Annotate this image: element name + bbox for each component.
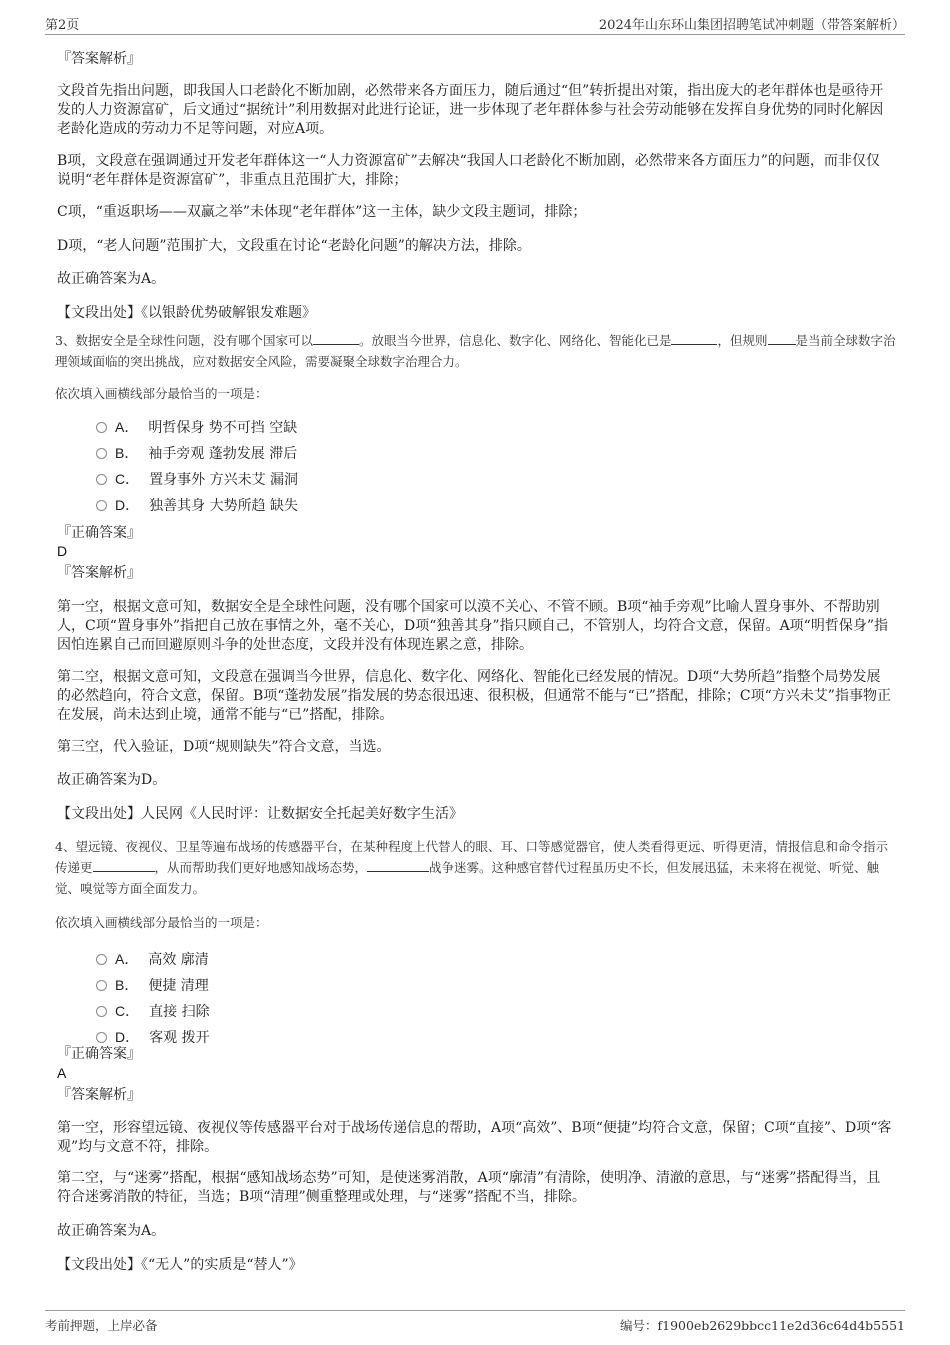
q3-stem-part4: 是当前全球数字治理领域面临的突出挑战，应对数据安全风险，需要凝聚全球数字治理合力。	[55, 333, 896, 369]
q4-option-b[interactable]	[96, 976, 209, 996]
radio-icon[interactable]	[96, 422, 107, 433]
option-letter: D．	[115, 497, 140, 513]
radio-icon[interactable]	[96, 448, 107, 459]
radio-icon[interactable]	[96, 474, 107, 485]
q4-option-a[interactable]	[96, 950, 209, 970]
q3-conclusion: 故正确答案为D。	[57, 772, 167, 788]
q3-stem	[55, 330, 897, 372]
q3-source: 【文段出处】人民网《人民时评：让数据安全托起美好数字生活》	[57, 806, 463, 822]
option-letter: C．	[115, 1003, 140, 1019]
option-letter: D．	[115, 1029, 140, 1045]
page-number: 第2页	[45, 18, 80, 33]
radio-icon[interactable]	[96, 1006, 107, 1017]
radio-icon[interactable]	[96, 954, 107, 965]
option-text: 直接 扫除	[149, 1004, 210, 1020]
q3-stem-part1: 3、数据安全是全球性问题，没有哪个国家可以	[55, 333, 313, 348]
footer-slogan: 考前押题，上岸必备	[45, 1318, 158, 1333]
q4-analysis-para2: 第二空，与“迷雾”搭配，根据“感知战场态势”可知，是使迷雾消散，A项“廓清”有清除，使明净、清澈的意思，与“迷雾”搭配得当，且符合迷雾消散的特征，当选；B项“清理”侧重整理或处理，与“迷雾”搭配不当，排除。	[57, 1170, 881, 1205]
q3-prompt: 依次填入画横线部分最恰当的一项是：	[55, 386, 268, 401]
q2-analysis-para1: 文段首先指出问题，即我国人口老龄化不断加剧，必然带来各方面压力，随后通过“但”转折提出对策，指出庞大的老年群体也是亟待开发的人力资源富矿，后文通过“据统计”利用数据对此进行论证，进一步体现了老年群体参与社会劳动能够在发挥自身优势的同时化解因老龄化造成的劳动力不足等问题，对应A项。	[57, 83, 884, 137]
q4-stem-part3: 战争迷雾。这种感官替代过程虽历史不长，但发展迅猛，未来将在视觉、听觉、触觉、嗅觉等方面全面发力。	[55, 860, 880, 896]
q3-blank-2	[671, 330, 717, 345]
option-text: 高效 廓清	[148, 952, 209, 968]
q4-stem-part2: ，从而帮助我们更好地感知战场态势，	[154, 860, 368, 875]
option-letter: B．	[115, 445, 139, 461]
option-letter: C．	[115, 471, 140, 487]
option-letter: B．	[115, 977, 139, 993]
q2-analysis-para2: B项，文段意在强调通过开发老年群体这一“人力资源富矿”去解决“我国人口老龄化不断加剧，必然带来各方面压力”的问题，而非仅仅说明“老年群体是资源富矿”，非重点且范围扩大，排除；	[57, 153, 880, 188]
q3-analysis-para1: 第一空，根据文意可知，数据安全是全球性问题，没有哪个国家可以漠不关心、不管不顾。B项“袖手旁观”比喻人置身事外、不帮助别人，C项“置身事外”指把自己放在事情之外，毫不关心，D项“独善其身”指只顾自己，不管别人，均符合文意，保留。A项“明哲保身”指因怕连累自己而回避原则斗争的处世态度，文段并没有体现连累之意，排除。	[57, 599, 888, 653]
q2-conclusion: 故正确答案为A。	[57, 271, 166, 287]
q2-analysis-para3: C项，“重返职场——双赢之举”未体现“老年群体”这一主体，缺少文段主题词，排除；	[57, 204, 587, 220]
q3-analysis-para2: 第二空，根据文意可知，文段意在强调当今世界，信息化、数字化、网络化、智能化已经发展的情况。D项“大势所趋”指整个局势发展的必然趋向，符合文意，保留。B项“蓬勃发展”指发展的势态很迅速、很积极，但通常不能与“已”搭配，排除；C项“方兴未艾”指事物正在发展，尚未达到止境，通常不能与“已”搭配，排除。	[57, 669, 891, 723]
page-header	[45, 12, 905, 35]
q3-blank-3	[768, 330, 796, 345]
option-text: 客观 拨开	[149, 1030, 210, 1046]
q4-blank-1	[93, 857, 155, 872]
q3-option-b[interactable]	[96, 444, 297, 464]
q3-stem-part3: ，但规则	[717, 333, 768, 348]
q3-blank-1	[313, 330, 359, 345]
q4-analysis-para1: 第一空，形容望远镜、夜视仪等传感器平台对于战场传递信息的帮助，A项“高效”、B项“便捷”均符合文意，保留；C项“直接”、D项“客观”均与文意不符，排除。	[57, 1120, 892, 1155]
q3-option-d[interactable]	[96, 496, 298, 516]
q2-source: 【文段出处】《以银龄优势破解银发难题》	[57, 305, 316, 321]
radio-icon[interactable]	[96, 1032, 107, 1043]
radio-icon[interactable]	[96, 980, 107, 991]
q4-source: 【文段出处】《“无人”的实质是“替人”》	[57, 1257, 303, 1273]
q4-answer: A	[57, 1065, 67, 1081]
document-title: 2024年山东环山集团招聘笔试冲刺题（带答案解析）	[598, 18, 905, 33]
q4-conclusion: 故正确答案为A。	[57, 1223, 166, 1239]
option-letter: A．	[115, 419, 139, 435]
q3-analysis-tag: 『答案解析』	[57, 565, 141, 581]
q4-stem-part1: 4、望远镜、夜视仪、卫星等遍布战场的传感器平台，在某种程度上代替人的眼、耳、口等感觉器官，使人类看得更远、听得更清，情报信息和命令指示传递更	[55, 839, 888, 875]
q2-analysis-para4: D项，“老人问题”范围扩大，文段重在讨论“老龄化问题”的解决方法，排除。	[57, 238, 531, 254]
radio-icon[interactable]	[96, 500, 107, 511]
q3-option-c[interactable]	[96, 470, 298, 490]
option-text: 明哲保身 势不可挡 空缺	[148, 420, 298, 436]
q4-stem	[55, 836, 897, 899]
document-code: 编号：f1900eb2629bbcc11e2d36c64d4b5551	[620, 1318, 905, 1333]
q4-blank-2	[367, 857, 429, 872]
option-text: 便捷 清理	[148, 978, 209, 994]
q4-prompt: 依次填入画横线部分最恰当的一项是：	[55, 915, 268, 930]
option-letter: A．	[115, 951, 139, 967]
option-text: 置身事外 方兴未艾 漏洞	[149, 472, 299, 488]
q3-analysis-para3: 第三空，代入验证，D项“规则缺失”符合文意，当选。	[57, 739, 391, 755]
page-footer	[45, 1310, 905, 1335]
q4-analysis-tag: 『答案解析』	[57, 1087, 141, 1103]
q3-stem-part2: 。放眼当今世界，信息化、数字化、网络化、智能化已是	[358, 333, 672, 348]
option-text: 独善其身 大势所趋 缺失	[149, 498, 299, 514]
q4-answer-tag: 『正确答案』	[57, 1046, 141, 1062]
q4-option-c[interactable]	[96, 1002, 210, 1022]
q3-answer-tag: 『正确答案』	[57, 525, 141, 541]
q3-answer: D	[57, 543, 68, 559]
option-text: 袖手旁观 蓬勃发展 滞后	[148, 446, 298, 462]
q3-option-a[interactable]	[96, 418, 297, 438]
q2-analysis-tag: 『答案解析』	[57, 51, 141, 67]
